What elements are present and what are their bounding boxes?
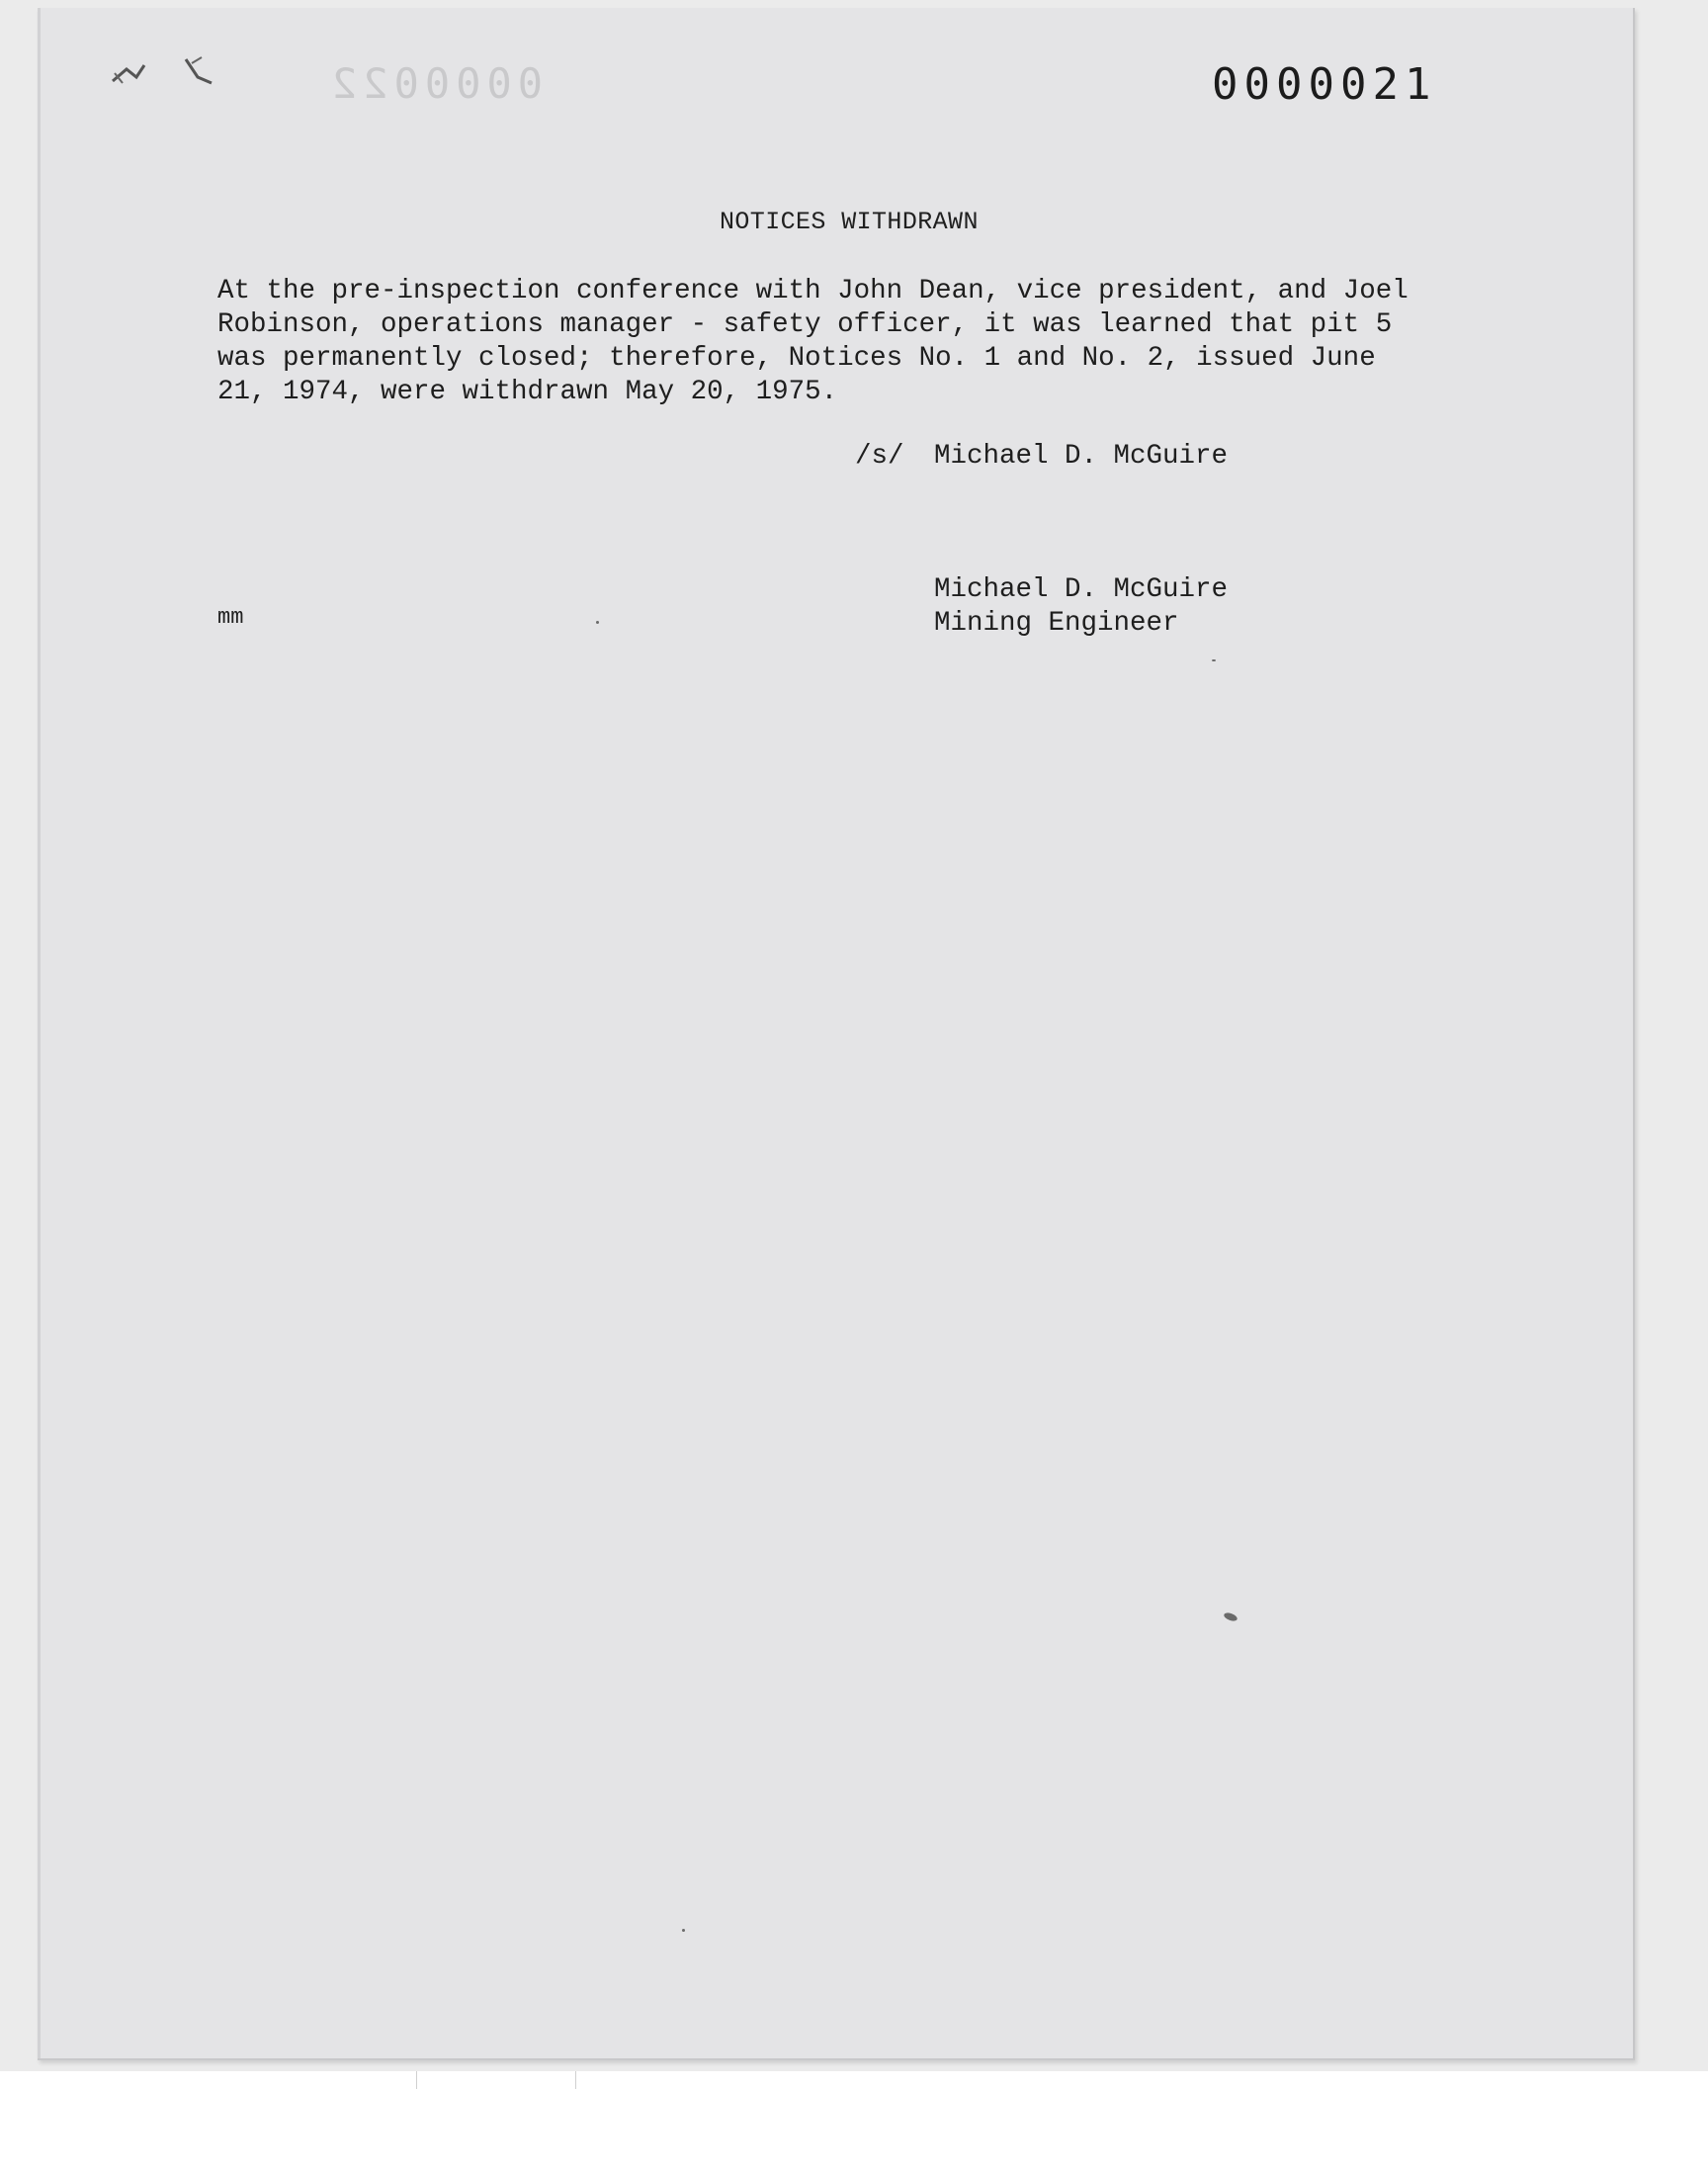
scan-speck — [596, 621, 599, 624]
bleed-through-page-number: 0000022 — [326, 59, 544, 108]
scan-speck — [682, 1929, 685, 1932]
corner-smudge-mark — [75, 44, 214, 103]
page-number: 0000021 — [1212, 59, 1437, 110]
scan-bottom-margin — [0, 2071, 1708, 2175]
body-line: 21, 1974, were withdrawn May 20, 1975. — [217, 377, 838, 407]
body-paragraph — [217, 275, 1463, 409]
signed-name: Michael D. McGuire — [934, 441, 1229, 472]
body-line: was permanently closed; therefore, Notices No. 1 and No. 2, issued June — [217, 343, 1376, 374]
signer-position: Mining Engineer — [934, 608, 1179, 639]
body-line: At the pre-inspection conference with John Dean, vice president, and Joel — [217, 276, 1409, 306]
body-line: Robinson, operations manager - safety officer, it was learned that pit 5 — [217, 309, 1393, 340]
page-edge — [38, 8, 41, 2058]
scan-speck — [1212, 659, 1216, 661]
typist-initials: mm — [217, 605, 244, 630]
signer-name: Michael D. McGuire — [934, 574, 1229, 605]
signature-marker: /s/ — [855, 441, 904, 472]
signature-block — [934, 573, 1228, 641]
document-title: NOTICES WITHDRAWN — [720, 208, 979, 236]
